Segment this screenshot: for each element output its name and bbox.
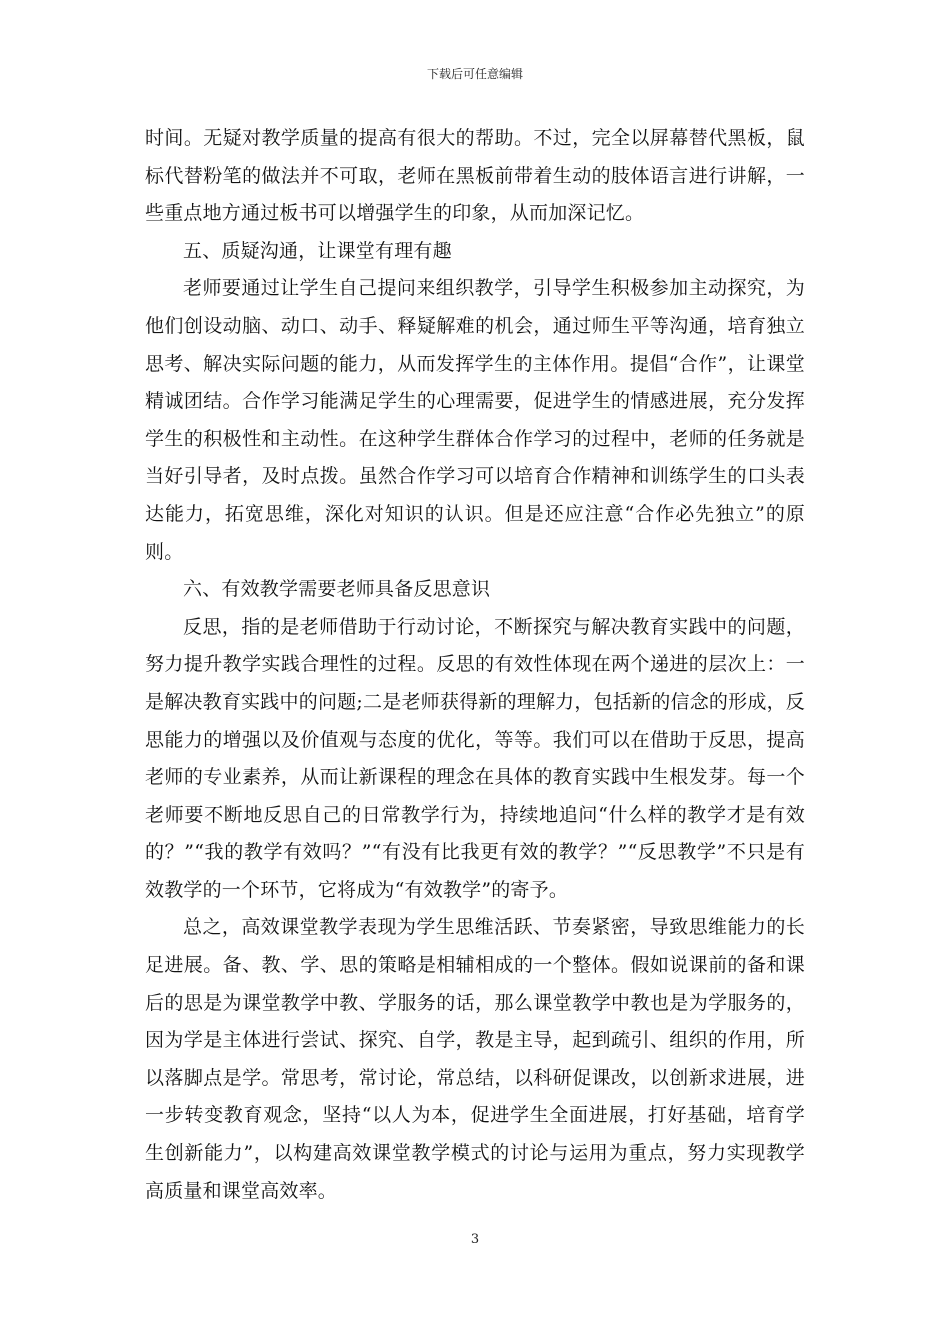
paragraph-continuation: 时间。无疑对教学质量的提高有很大的帮助。不过，完全以屏幕替代黑板，鼠标代替粉笔的做法并不可取，老师在黑板前带着生动的肢体语言进行讲解，一些重点地方通过板书可以增强学生的印象，从而加深记忆。 [145, 127, 805, 225]
page-header: 下载后可任意编辑 [426, 67, 523, 81]
section-heading-6: 六、有效教学需要老师具备反思意识 [183, 578, 491, 601]
paragraph-questioning: 老师要通过让学生自己提问来组织教学，引导学生积极参加主动探究，为他们创设动脑、动口、动手、释疑解难的机会，通过师生平等沟通，培育独立思考、解决实际问题的能力，从而发挥学生的主体作用。提倡“合作”，让课堂精诚团结。合作学习能满足学生的心理需要，促进学生的情感进展，充分发挥学生的积极性和主动性。在这种学生群体合作学习的过程中，老师的任务就是当好引导者，及时点拨。虽然合作学习可以培育合作精神和训练学生的口头表达能力，拓宽思维，深化对知识的认识。但是还应注意“合作必先独立”的原则。 [145, 277, 805, 563]
paragraph-reflection: 反思，指的是老师借助于行动讨论，不断探究与解决教育实践中的问题，努力提升教学实践合理性的过程。反思的有效性体现在两个递进的层次上：一是解决教育实践中的问题;二是老师获得新的理解力，包括新的信念的形成，反思能力的增强以及价值观与态度的优化，等等。我们可以在借助于反思，提高老师的专业素养，从而让新课程的理念在具体的教育实践中生根发芽。每一个老师要不断地反思自己的日常教学行为，持续地追问“什么样的教学才是有效的？”“我的教学有效吗？”“有没有比我更有效的教学？”“反思教学”不只是有效教学的一个环节，它将成为“有效教学”的寄予。 [145, 615, 805, 901]
paragraph-conclusion: 总之，高效课堂教学表现为学生思维活跃、节奏紧密，导致思维能力的长足进展。备、教、学、思的策略是相辅相成的一个整体。假如说课前的备和课后的思是为课堂教学中教、学服务的话，那么课堂教学中教也是为学服务的，因为学是主体进行尝试、探究、自学，教是主导，起到疏引、组织的作用，所以落脚点是学。常思考，常讨论，常总结，以科研促课改，以创新求进展，进一步转变教育观念，坚持“以人为本，促进学生全面进展，打好基础，培育学生创新能力”，以构建高效课堂教学模式的讨论与运用为重点，努力实现教学高质量和课堂高效率。 [145, 916, 805, 1202]
section-heading-5: 五、质疑沟通，让课堂有理有趣 [183, 239, 452, 262]
document-body [145, 120, 805, 1210]
page-number: 3 [470, 1232, 480, 1247]
